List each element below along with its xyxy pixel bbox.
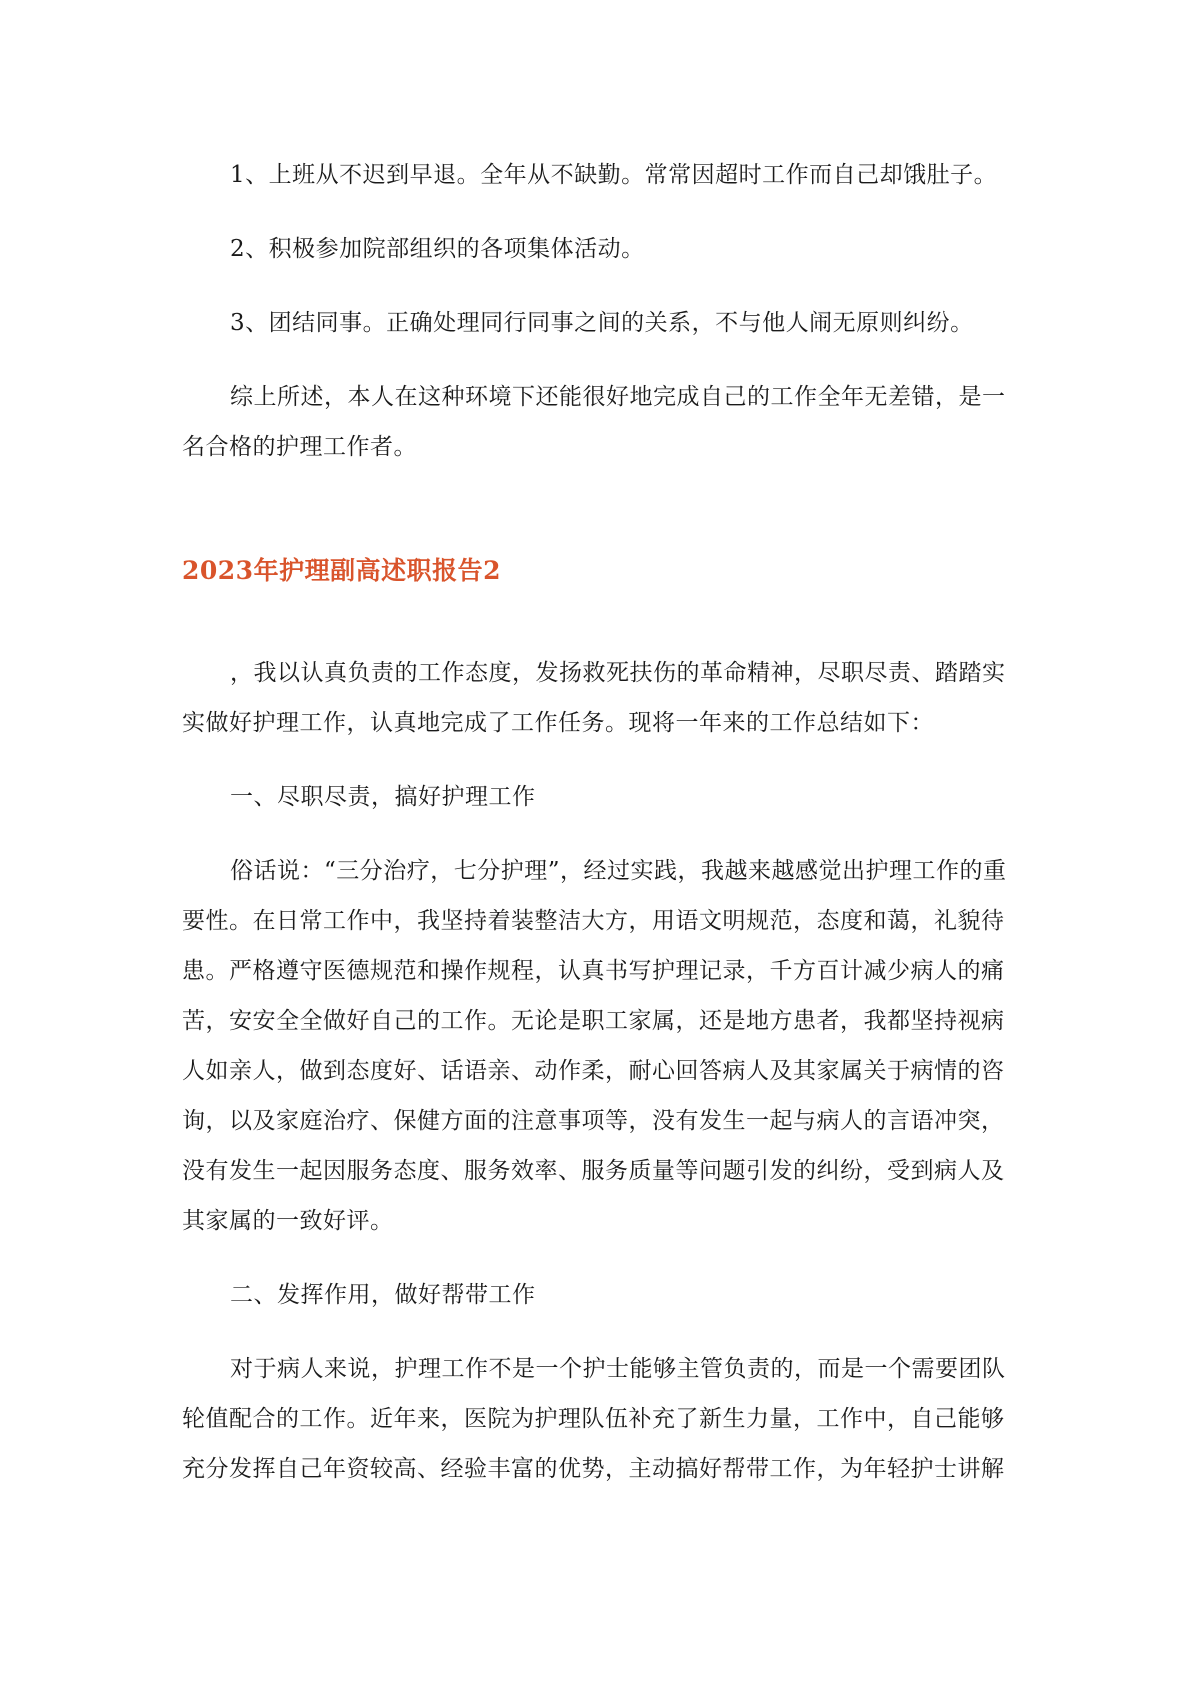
subheading-two: 二、发挥作用，做好帮带工作 [230,1282,536,1308]
list-item-2: 2、积极参加院部组织的各项集体活动。 [230,236,645,262]
list-item-3: 3、团结同事。正确处理同行同事之间的关系，不与他人闹无原则纠纷。 [230,310,974,336]
list-item-1: 1、上班从不迟到早退。全年从不缺勤。常常因超时工作而自己却饿肚子。 [230,162,998,188]
summary-paragraph: 综上所述，本人在这种环境下还能很好地完成自己的工作全年无差错，是一名合格的护理工作者。 [182,384,1006,460]
body-paragraph-one: 俗话说：“三分治疗，七分护理”，经过实践，我越来越感觉出护理工作的重要性。在日常工作中，我坚持着装整洁大方，用语文明规范，态度和蔼，礼貌待患。严格遵守医德规范和操作规程，认真书写护理记录，千方百计减少病人的痛苦，安安全全做好自己的工作。无论是职工家属，还是地方患者，我都坚持视病人如亲人，做到态度好、话语亲、动作柔，耐心回答病人及其家属关于病情的咨询，以及家庭治疗、保健方面的注意事项等，没有发生一起与病人的言语冲突，没有发生一起因服务态度、服务效率、服务质量等问题引发的纠纷，受到病人及其家属的一致好评。 [182,858,1007,1234]
subheading-one: 一、尽职尽责，搞好护理工作 [230,784,536,810]
body-paragraph-two: 对于病人来说，护理工作不是一个护士能够主管负责的，而是一个需要团队轮值配合的工作。近年来，医院为护理队伍补充了新生力量，工作中，自己能够充分发挥自己年资较高、经验丰富的优势，主动搞好帮带工作，为年轻护士讲解 [182,1356,1006,1482]
document-page [182,150,1012,1518]
intro-paragraph: ，我以认真负责的工作态度，发扬救死扶伤的革命精神，尽职尽责、踏踏实实做好护理工作，认真地完成了工作任务。现将一年来的工作总结如下： [182,660,1006,736]
section-title: 2023年护理副高述职报告2 [182,556,501,585]
